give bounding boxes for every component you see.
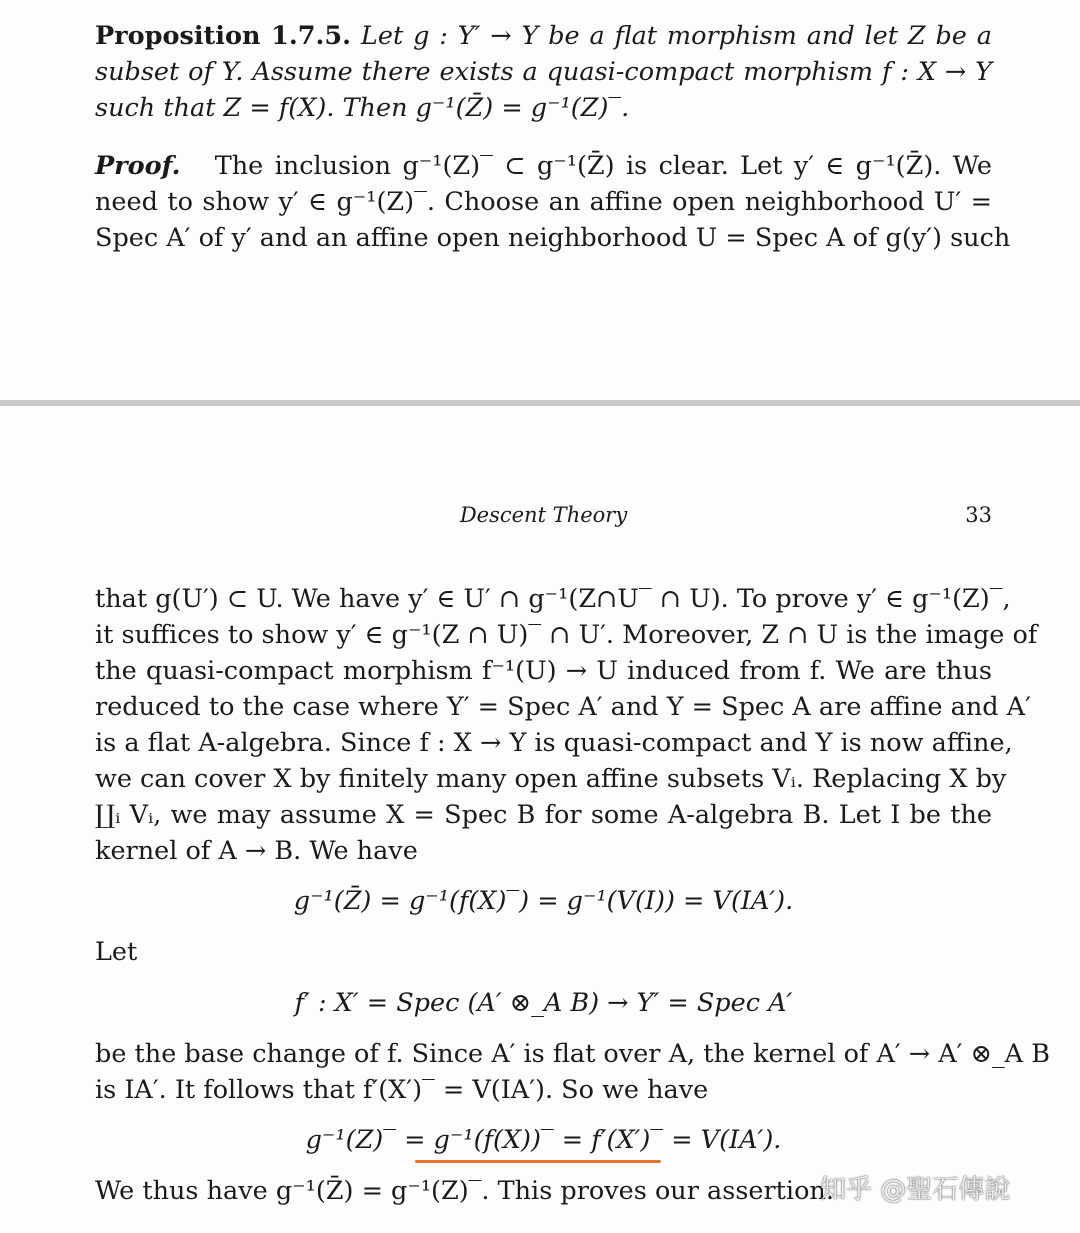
- conclusion-text: We thus have g⁻¹(Z̄) = g⁻¹(Z)‾. This proves our assertion.: [95, 1176, 834, 1206]
- base-change-paragraph: [95, 1036, 1050, 1108]
- body-line: that g(U′) ⊂ U. We have y′ ∈ U′ ∩ g⁻¹(Z∩U‾ ∩ U). To prove y′ ∈ g⁻¹(Z)‾,: [95, 584, 1011, 614]
- proposition-line-1: Proposition 1.7.5. Let g : Y′ → Y be a flat morphism and let Z be a: [95, 21, 992, 51]
- body-line: it suffices to show y′ ∈ g⁻¹(Z ∩ U)‾ ∩ U′. Moreover, Z ∩ U is the image of: [95, 620, 1038, 650]
- proof-line-2: need to show y′ ∈ g⁻¹(Z)‾. Choose an affine open neighborhood U′ =: [95, 187, 992, 217]
- proof-label: Proof.: [95, 151, 181, 181]
- display-equation-3: g⁻¹(Z)‾ = g⁻¹(f(X))‾ = f′(X′)‾ = V(IA′).: [305, 1125, 782, 1155]
- body-line: reduced to the case where Y′ = Spec A′ and Y = Spec A are affine and A′: [95, 692, 1031, 722]
- let-line: [95, 934, 992, 970]
- body-line: the quasi-compact morphism f⁻¹(U) → U induced from f. We are thus: [95, 656, 992, 686]
- proof-block: [95, 148, 1011, 256]
- proposition-block: [95, 18, 992, 126]
- body-line: we can cover X by finitely many open affine subsets Vᵢ. Replacing X by: [95, 764, 1007, 794]
- top-page-fragment: [0, 0, 1080, 400]
- page-number: 33: [965, 503, 992, 527]
- watermark: 知乎 @聖石傳說: [820, 1175, 1011, 1205]
- body-line: be the base change of f. Since A′ is flat over A, the kernel of A′ → A′ ⊗_A B: [95, 1039, 1050, 1069]
- let-word: Let: [95, 937, 138, 967]
- proposition-label: Proposition 1.7.5.: [95, 21, 352, 51]
- body-line: is a flat A-algebra. Since f : X → Y is quasi-compact and Y is now affine,: [95, 728, 1013, 758]
- display-equation-1: g⁻¹(Z̄) = g⁻¹(f(X)‾) = g⁻¹(V(I)) = V(IA′).: [293, 886, 794, 916]
- display-equation-2: f′ : X′ = Spec (A′ ⊗_A B) → Y′ = Spec A′: [294, 988, 793, 1018]
- proposition-line-3: such that Z = f(X). Then g⁻¹(Z̄) = g⁻¹(Z)‾.: [95, 93, 630, 123]
- running-header: [95, 500, 992, 530]
- proof-line-1: Proof. The inclusion g⁻¹(Z)‾ ⊂ g⁻¹(Z̄) is clear. Let y′ ∈ g⁻¹(Z̄). We: [95, 151, 992, 181]
- proof-line-3: Spec A′ of y′ and an affine open neighborhood U = Spec A of g(y′) such: [95, 223, 1011, 253]
- proposition-line-2: subset of Y. Assume there exists a quasi-compact morphism f : X → Y: [95, 57, 992, 87]
- body-line: is IA′. It follows that f′(X′)‾ = V(IA′). So we have: [95, 1075, 709, 1105]
- body-line: kernel of A → B. We have: [95, 836, 418, 866]
- running-title: Descent Theory: [459, 503, 628, 527]
- orange-highlight-underline: [415, 1160, 661, 1163]
- proof-continuation: [95, 581, 1038, 869]
- body-line: ∐ᵢ Vᵢ, we may assume X = Spec B for some A-algebra B. Let I be the: [95, 800, 992, 830]
